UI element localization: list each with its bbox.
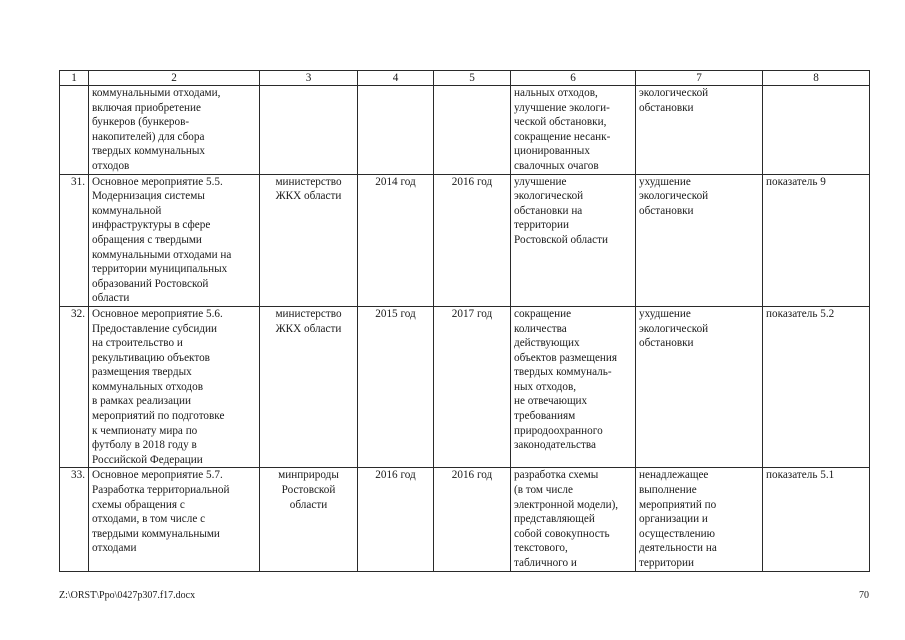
measure-name: Основное мероприятие 5.6. Предоставление субсидии на строительство и рекультивацию объектов размещения твердых коммунальных отходов в рамках реализации мероприятий по подготовке к чемпионату мира по футболу в 2018 году в Российской Федерации — [89, 306, 260, 468]
table-row — [60, 468, 870, 571]
column-header: 6 — [511, 71, 636, 86]
consequence-cell: ухудшение экологической обстановки — [636, 306, 763, 468]
column-header: 1 — [60, 71, 89, 86]
column-header: 5 — [434, 71, 511, 86]
start-year-cell: 2016 год — [358, 468, 434, 571]
expected-result-cell: улучшение экологической обстановки на территории Ростовской области — [511, 174, 636, 306]
page-number: 70 — [859, 590, 869, 601]
executor-cell — [260, 86, 358, 175]
table-row — [60, 174, 870, 306]
footer-file-path: Z:\ORST\Ppo\0427p307.f17.docx — [59, 590, 196, 601]
start-year-cell — [358, 86, 434, 175]
indicator-link-cell — [763, 86, 870, 175]
column-header: 7 — [636, 71, 763, 86]
column-header: 8 — [763, 71, 870, 86]
consequence-cell: ненадлежащее выполнение мероприятий по организации и осуществлению деятельности на территории — [636, 468, 763, 571]
measure-name: коммунальными отходами, включая приобретение бункеров (бункеров- накопителей) для сбора твердых коммунальных отходов — [89, 86, 260, 175]
row-number: 31. — [60, 174, 89, 306]
end-year-cell: 2016 год — [434, 468, 511, 571]
expected-result-cell: разработка схемы (в том числе электронной модели), представляющей собой совокупность текстового, табличного и — [511, 468, 636, 571]
table-row — [60, 306, 870, 468]
measure-name: Основное мероприятие 5.5. Модернизация системы коммунальной инфраструктуры в сфере обращения с твердыми коммунальными отходами на территории муниципальных образований Ростовской области — [89, 174, 260, 306]
row-number — [60, 86, 89, 175]
consequence-cell: экологической обстановки — [636, 86, 763, 175]
table-row — [60, 86, 870, 175]
row-number: 32. — [60, 306, 89, 468]
end-year-cell — [434, 86, 511, 175]
indicator-link-cell: показатель 5.1 — [763, 468, 870, 571]
expected-result-cell: нальных отходов, улучшение экологи- ческой обстановки, сокращение несанк- ционированных свалочных очагов — [511, 86, 636, 175]
column-header: 3 — [260, 71, 358, 86]
executor-cell: министерство ЖКХ области — [260, 306, 358, 468]
column-header: 2 — [89, 71, 260, 86]
table-header-row — [60, 71, 870, 86]
start-year-cell: 2014 год — [358, 174, 434, 306]
measure-name: Основное мероприятие 5.7. Разработка территориальной схемы обращения с отходами, в том числе с твердыми коммунальными отходами — [89, 468, 260, 571]
start-year-cell: 2015 год — [358, 306, 434, 468]
expected-result-cell: сокращение количества действующих объектов размещения твердых коммуналь- ных отходов, не отвечающих требованиям природоохранного законодательства — [511, 306, 636, 468]
indicator-link-cell: показатель 5.2 — [763, 306, 870, 468]
consequence-cell: ухудшение экологической обстановки — [636, 174, 763, 306]
end-year-cell: 2016 год — [434, 174, 511, 306]
row-number: 33. — [60, 468, 89, 571]
indicator-link-cell: показатель 9 — [763, 174, 870, 306]
executor-cell: министерство ЖКХ области — [260, 174, 358, 306]
end-year-cell: 2017 год — [434, 306, 511, 468]
executor-cell: минприроды Ростовской области — [260, 468, 358, 571]
document-table — [59, 70, 870, 572]
column-header: 4 — [358, 71, 434, 86]
